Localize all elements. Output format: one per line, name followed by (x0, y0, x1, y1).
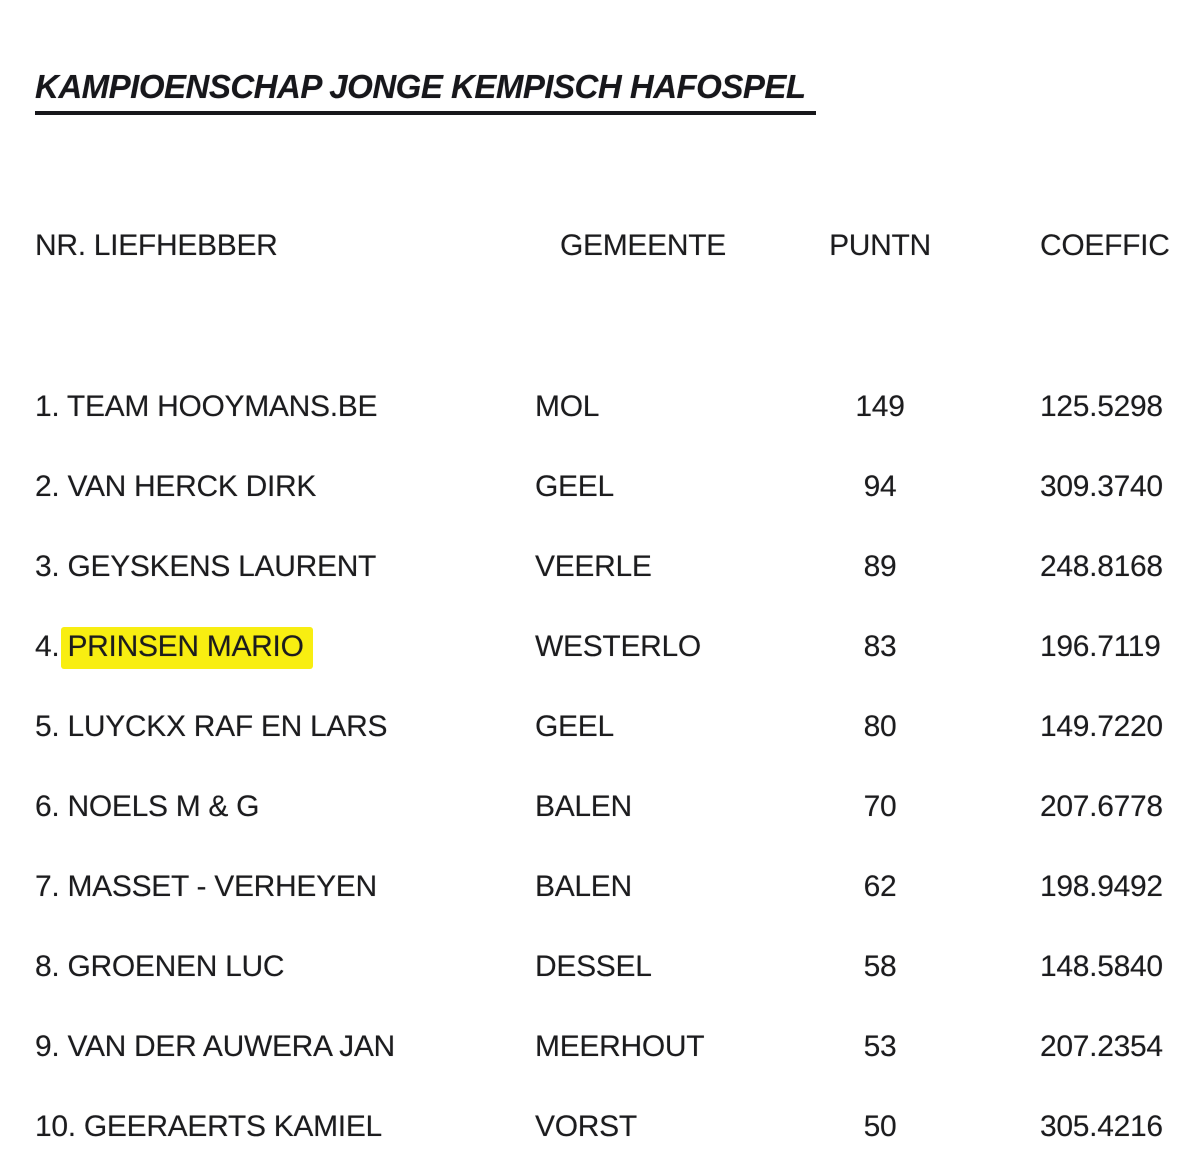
header-puntn: PUNTN (829, 229, 931, 262)
header-gemeente: GEMEENTE (560, 229, 726, 262)
row-gemeente: MOL (535, 390, 600, 423)
row-puntn: 62 (863, 870, 897, 903)
row-number: 10. (35, 1110, 76, 1143)
row-number: 2. (35, 470, 60, 503)
row-coeffic: 309.3740 (1040, 470, 1163, 503)
row-number: 8. (35, 950, 60, 983)
row-number: 9. (35, 1030, 60, 1063)
table-row (0, 527, 1200, 607)
row-puntn: 58 (863, 950, 897, 983)
table-row (0, 767, 1200, 847)
row-puntn: 149 (855, 390, 905, 423)
row-puntn: 50 (863, 1110, 897, 1143)
row-name: GEYSKENS LAURENT (67, 550, 377, 583)
row-gemeente: DESSEL (535, 950, 652, 983)
table-row (0, 1087, 1200, 1167)
table-row (0, 447, 1200, 527)
row-name: VAN HERCK DIRK (67, 470, 317, 503)
row-name: VAN DER AUWERA JAN (67, 1030, 395, 1063)
row-coeffic: 148.5840 (1040, 950, 1163, 983)
row-name: GROENEN LUC (67, 950, 285, 983)
table-header-row (0, 206, 1200, 286)
row-number: 3. (35, 550, 60, 583)
row-coeffic: 125.5298 (1040, 390, 1163, 423)
table-row (0, 687, 1200, 767)
row-number: 1. (35, 390, 60, 423)
row-number: 5. (35, 710, 60, 743)
row-coeffic: 196.7119 (1040, 630, 1161, 663)
row-coeffic: 305.4216 (1040, 1110, 1163, 1143)
row-number: 4. (35, 630, 60, 663)
row-puntn: 83 (863, 630, 897, 663)
row-puntn: 89 (863, 550, 897, 583)
row-gemeente: GEEL (535, 470, 614, 503)
row-puntn: 80 (863, 710, 897, 743)
table-row (0, 1007, 1200, 1087)
row-name: GEERAERTS KAMIEL (83, 1110, 382, 1143)
row-gemeente: WESTERLO (535, 630, 701, 663)
table-row (0, 607, 1200, 687)
row-puntn: 94 (863, 470, 897, 503)
row-name: LUYCKX RAF EN LARS (67, 710, 388, 743)
table-row (0, 847, 1200, 927)
row-puntn: 53 (863, 1030, 897, 1063)
row-coeffic: 248.8168 (1040, 550, 1163, 583)
row-gemeente: VORST (535, 1110, 637, 1143)
row-name: PRINSEN MARIO (61, 627, 312, 669)
row-gemeente: BALEN (535, 870, 632, 903)
table-body (0, 367, 1200, 1167)
header-liefhebber: NR. LIEFHEBBER (35, 229, 278, 262)
row-coeffic: 207.2354 (1040, 1030, 1163, 1063)
row-coeffic: 198.9492 (1040, 870, 1163, 903)
row-number: 6. (35, 790, 60, 823)
row-puntn: 70 (863, 790, 897, 823)
table-row (0, 927, 1200, 1007)
header-coeffic: COEFFIC (1040, 229, 1170, 262)
row-name: MASSET - VERHEYEN (67, 870, 377, 903)
row-gemeente: GEEL (535, 710, 614, 743)
row-gemeente: VEERLE (535, 550, 652, 583)
row-gemeente: BALEN (535, 790, 632, 823)
table-row (0, 367, 1200, 447)
row-gemeente: MEERHOUT (535, 1030, 705, 1063)
row-coeffic: 149.7220 (1040, 710, 1163, 743)
row-coeffic: 207.6778 (1040, 790, 1163, 823)
page-title: KAMPIOENSCHAP JONGE KEMPISCH HAFOSPEL (35, 68, 816, 115)
row-number: 7. (35, 870, 60, 903)
row-name: NOELS M & G (67, 790, 260, 823)
row-name: TEAM HOOYMANS.BE (66, 390, 378, 423)
